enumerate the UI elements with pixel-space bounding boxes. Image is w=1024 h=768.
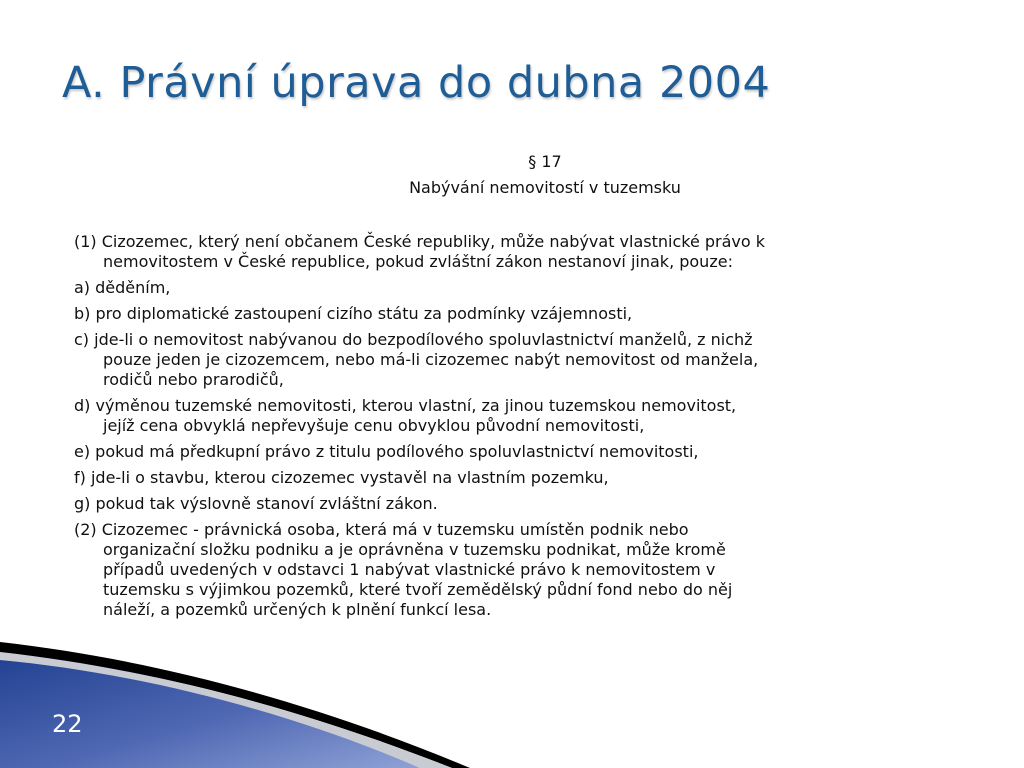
- item-a: a) děděním,: [74, 278, 171, 297]
- section-symbol: § 17: [528, 152, 562, 171]
- item-c: c) jde-li o nemovitost nabývanou do bezpodílového spoluvlastnictví manželů, z nichž pouze jeden je cizozemcem, nebo má-li cizozemec nabýt nemovitost od manžela, rodičů nebo prarodičů,: [74, 330, 759, 389]
- paragraph-1: (1) Cizozemec, který není občanem České republiky, může nabývat vlastnické právo k nemovitostem v České republice, pokud zvláštní zákon nestanoví jinak, pouze:: [74, 232, 766, 271]
- item-f: f) jde-li o stavbu, kterou cizozemec vystavěl na vlastním pozemku,: [74, 468, 609, 487]
- paragraph-2: (2) Cizozemec - právnická osoba, která má v tuzemsku umístěn podnik nebo organizační složku podniku a je oprávněna v tuzemsku podnikat, může kromě případů uvedených v odstavci 1 nabývat vlastnické právo k nemovitostem v tuzemsku s výjimkou pozemků, které tvoří zemědělský půdní fond nebo do něj náleží, a pozemků určených k plnění funkcí lesa.: [74, 520, 733, 619]
- item-b: b) pro diplomatické zastoupení cizího státu za podmínky vzájemnosti,: [74, 304, 633, 323]
- item-d: d) výměnou tuzemské nemovitosti, kterou vlastní, za jinou tuzemskou nemovitost, jejíž cena obvyklá nepřevyšuje cenu obvyklou původní nemovitosti,: [74, 396, 737, 435]
- section-heading: Nabývání nemovitostí v tuzemsku: [409, 178, 681, 197]
- page-number: 22: [52, 710, 83, 738]
- slide-title: A. Právní úprava do dubna 2004: [62, 58, 771, 108]
- item-e: e) pokud má předkupní právo z titulu podílového spoluvlastnictví nemovitosti,: [74, 442, 699, 461]
- item-g: g) pokud tak výslovně stanoví zvláštní zákon.: [74, 494, 438, 513]
